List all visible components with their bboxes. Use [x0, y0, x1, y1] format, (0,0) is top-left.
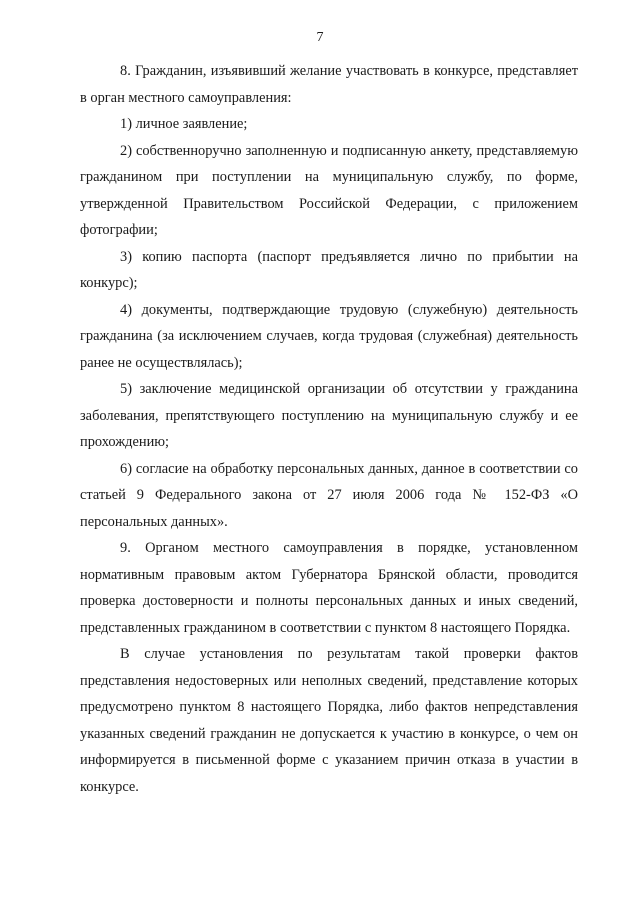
- paragraph-item-8-2: 2) собственноручно заполненную и подписанную анкету, представляемую гражданином при поступлении на муниципальную службу, по форме, утвержденной Правительством Российской Федерации, с приложением фотографии;: [80, 142, 578, 238]
- paragraph-verification-result: В случае установления по результатам такой проверки фактов представления недостоверных или неполных сведений, представление которых предусмотрено пунктом 8 настоящего Порядка, либо фактов непредставления указанных сведений гражданин не допускается к участию в конкурсе, о чем он информируется в письменной форме с указанием причин отказа в участии в конкурсе.: [80, 646, 578, 795]
- paragraph-item-8-3: 3) копию паспорта (паспорт предъявляется лично по прибытии на конкурс);: [80, 248, 578, 291]
- page-number: 7: [316, 30, 324, 45]
- paragraph-item-8-4: 4) документы, подтверждающие трудовую (служебную) деятельность гражданина (за исключением случаев, когда трудовая (служебная) деятельность ранее не осуществлялась);: [80, 301, 578, 371]
- paragraph-item-8-1: 1) личное заявление;: [120, 116, 248, 132]
- paragraph-item-8-6: 6) согласие на обработку персональных данных, данное в соответствии со статьей 9 Федерального закона от 27 июля 2006 года № 152-ФЗ «О персональных данных».: [80, 460, 578, 530]
- paragraph-item-8: 8. Гражданин, изъявивший желание участвовать в конкурсе, представляет в орган местного самоуправления:: [80, 63, 578, 106]
- paragraph-item-9: 9. Органом местного самоуправления в порядке, установленном нормативным правовым актом Губернатора Брянской области, проводится проверка достоверности и полноты персональных данных и иных сведений, представленных гражданином в соответствии с пунктом 8 настоящего Порядка.: [80, 540, 578, 636]
- paragraph-item-8-5: 5) заключение медицинской организации об отсутствии у гражданина заболевания, препятствующего поступлению на муниципальную службу и ее прохождению;: [80, 381, 578, 450]
- document-body: [80, 58, 578, 800]
